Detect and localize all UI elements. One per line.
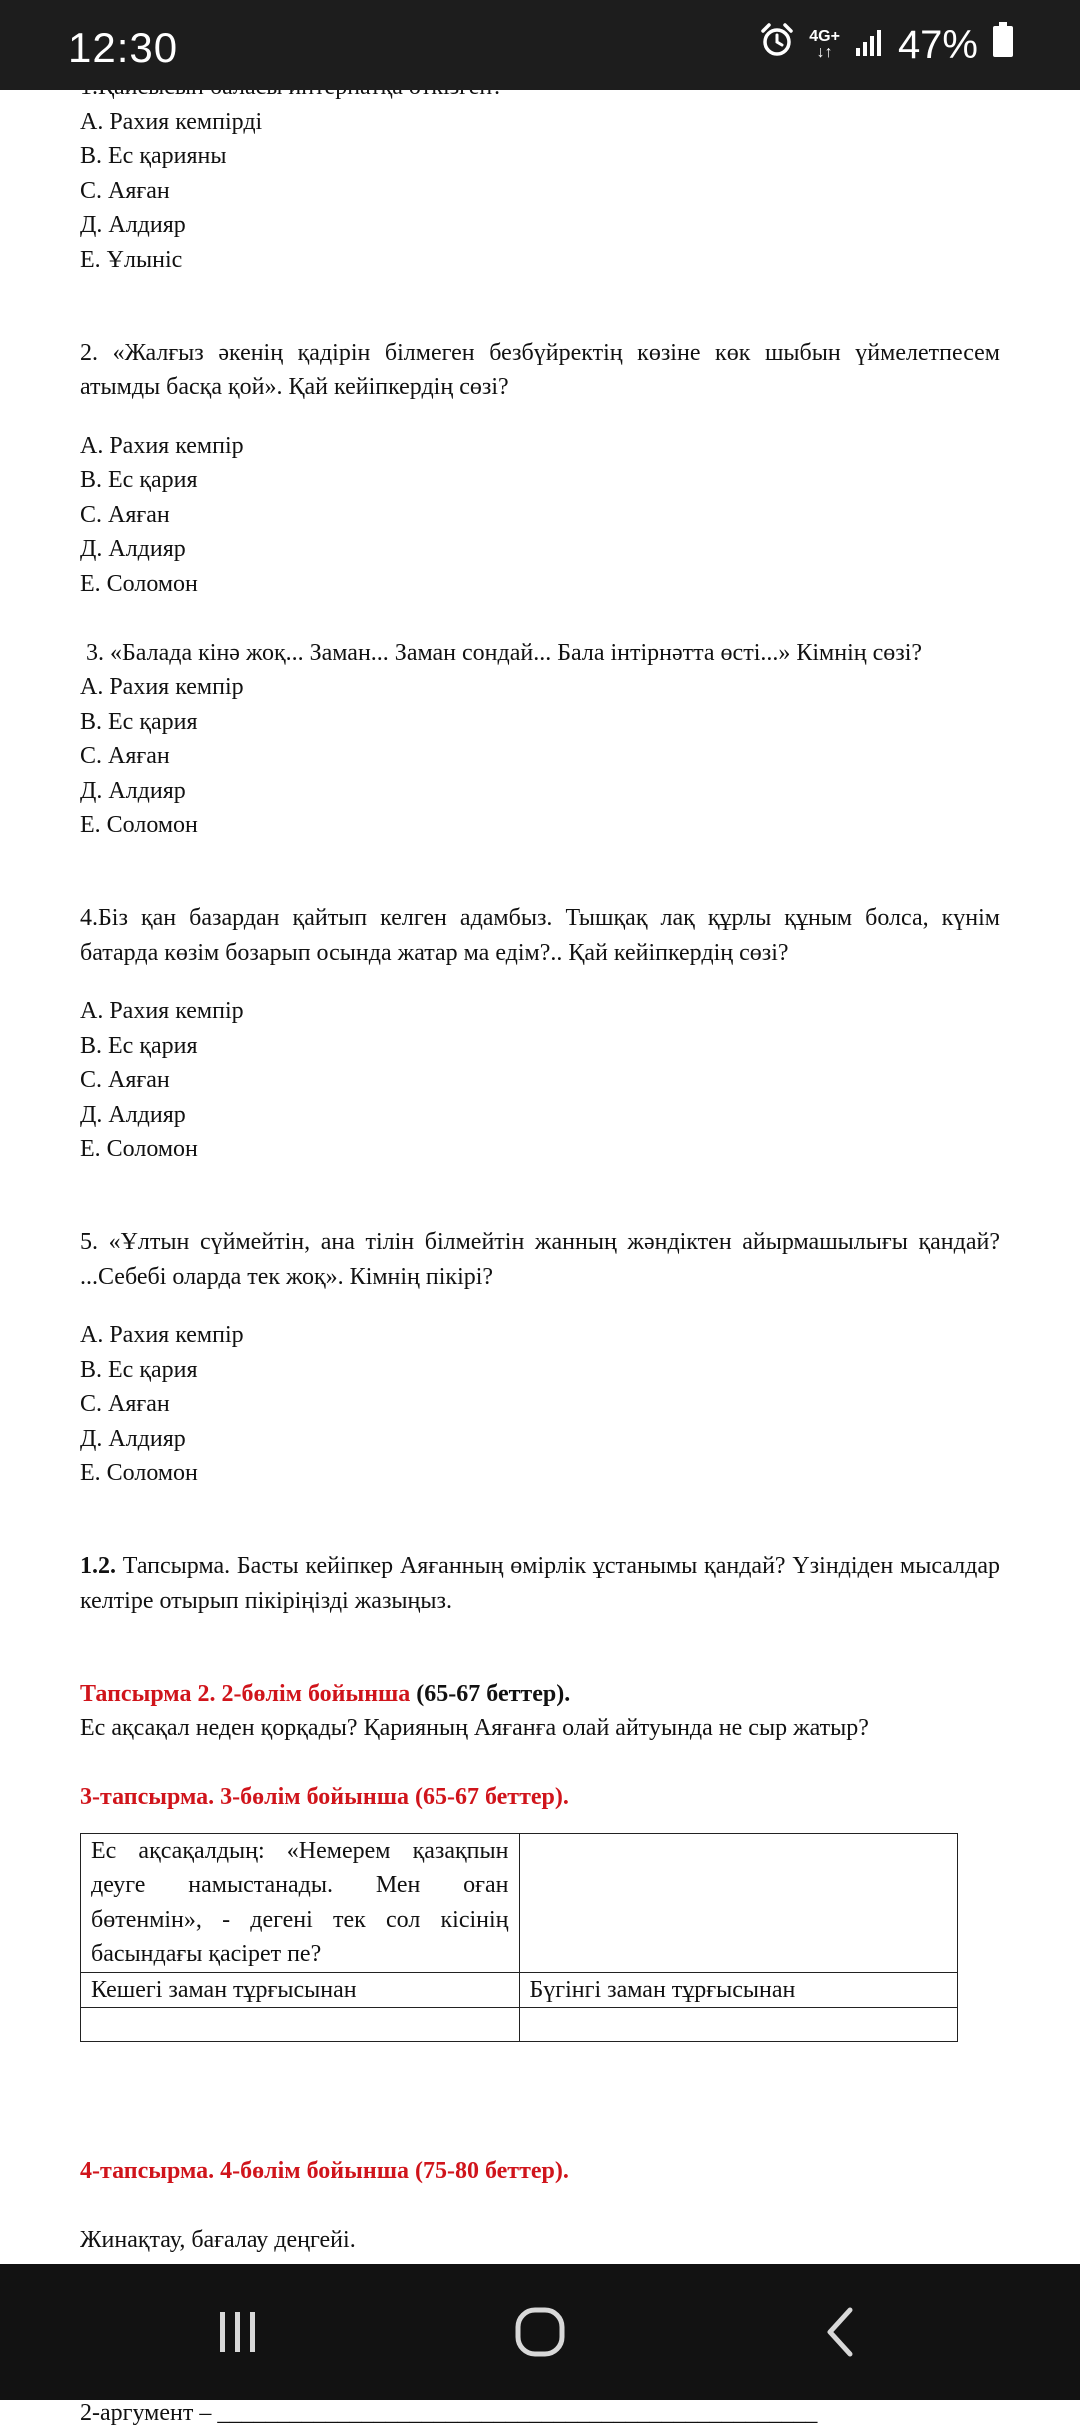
table-row xyxy=(81,1833,958,1972)
q2-option-e: Е. Соломон xyxy=(80,567,1000,602)
task-4-arg2: 2-аргумент – __________________________________________________ xyxy=(80,2396,1000,2430)
q2-option-b: В. Ес қария xyxy=(80,463,1000,498)
q3-option-e: Е. Соломон xyxy=(80,808,1000,843)
recents-icon xyxy=(208,2302,268,2362)
back-button[interactable] xyxy=(802,2292,882,2372)
q2-option-d: Д. Алдияр xyxy=(80,532,1000,567)
q1-option-a: А. Рахия кемпірді xyxy=(80,105,1000,140)
table-header-today: Бүгінгі заман тұрғысынан xyxy=(519,1972,958,2008)
network-indicator xyxy=(809,29,840,61)
task-4-level: Жинақтау, бағалау деңгейі. xyxy=(80,2223,1000,2258)
task-1-2 xyxy=(80,1549,1000,1618)
q2-option-a: А. Рахия кемпір xyxy=(80,429,1000,464)
signal-icon xyxy=(854,23,884,68)
task-2-title xyxy=(80,1677,1000,1712)
q4-option-a: А. Рахия кемпір xyxy=(80,994,1000,1029)
network-type: 4G+ xyxy=(809,29,840,45)
status-time: 12:30 xyxy=(68,24,178,72)
status-icons xyxy=(759,22,1014,68)
task-3-table xyxy=(80,1833,958,2043)
q4-option-d: Д. Алдияр xyxy=(80,1098,1000,1133)
q5-option-e: Е. Соломон xyxy=(80,1456,1000,1491)
q5-option-a: А. Рахия кемпір xyxy=(80,1318,1000,1353)
task-2-title-red: Тапсырма 2. 2-бөлім бойынша xyxy=(80,1681,410,1707)
task-2-title-pages: (65-67 беттер). xyxy=(410,1681,570,1707)
table-header-past: Кешегі заман тұрғысынан xyxy=(81,1972,520,2008)
battery-icon xyxy=(992,22,1014,68)
task-2-text: Ес ақсақал неден қорқады? Қарияның Аяғанға олай айтуында не сыр жатыр? xyxy=(80,1711,1000,1746)
table-row xyxy=(81,2008,958,2042)
home-icon xyxy=(510,2302,570,2362)
q3-option-a: А. Рахия кемпір xyxy=(80,670,1000,705)
back-icon xyxy=(812,2302,872,2362)
q4-option-c: С. Аяған xyxy=(80,1063,1000,1098)
q3-question: 3. «Балада кінә жоқ... Заман... Заман сондай... Бала інтірнәтта өсті...» Кімнің сөзі? xyxy=(80,636,1000,671)
document-viewport[interactable] xyxy=(0,90,1080,2264)
recents-button[interactable] xyxy=(198,2292,278,2372)
q1-option-d: Д. Алдияр xyxy=(80,208,1000,243)
network-arrows: ↓↑ xyxy=(817,45,833,61)
q5-option-c: С. Аяған xyxy=(80,1387,1000,1422)
task-1-2-text: Тапсырма. Басты кейіпкер Аяғанның өмірлік ұстанымы қандай? Үзіндіден мысалдар келтіре отырып пікіріңізді жазыңыз. xyxy=(80,1553,1006,1614)
table-cell-empty xyxy=(519,1833,958,1972)
alarm-icon xyxy=(759,22,795,68)
q2-question: 2. «Жалғыз әкенің қадірін білмеген безбүйректің көзіне көк шыбын үймелетпесем атымды басқа қой». Қай кейіпкердің сөзі? xyxy=(80,336,1000,405)
q5-option-b: В. Ес қария xyxy=(80,1353,1000,1388)
task-1-2-label: 1.2. xyxy=(80,1553,116,1579)
q4-question: 4.Біз қан базардан қайтып келген адамбыз. Тышқақ лақ құрлы құным болса, күнім батарда көзім бозарып осында жатар ма едім?.. Қай кейіпкердің сөзі? xyxy=(80,901,1000,970)
task-3-title: 3-тапсырма. 3-бөлім бойынша (65-67 беттер). xyxy=(80,1780,1000,1815)
table-row xyxy=(81,1972,958,2008)
q3-option-d: Д. Алдияр xyxy=(80,774,1000,809)
q3-option-b: В. Ес қария xyxy=(80,705,1000,740)
table-cell-empty xyxy=(519,2008,958,2042)
table-cell-question: Ес ақсақалдың: «Немерем қазақпын деуге намыстанады. Мен оған бөтенмін», - дегені тек сол кісінің басындағы қасірет пе? xyxy=(81,1833,520,1972)
home-button[interactable] xyxy=(500,2292,580,2372)
q5-option-d: Д. Алдияр xyxy=(80,1422,1000,1457)
q1-option-e: Е. Ұлыніс xyxy=(80,243,1000,278)
document-page xyxy=(80,70,1000,2430)
q2-option-c: С. Аяған xyxy=(80,498,1000,533)
battery-percent: 47% xyxy=(898,23,978,68)
status-bar xyxy=(0,0,1080,90)
q3-option-c: С. Аяған xyxy=(80,739,1000,774)
navigation-bar xyxy=(0,2264,1080,2400)
q1-option-c: С. Аяған xyxy=(80,174,1000,209)
q1-option-b: В. Ес қарияны xyxy=(80,139,1000,174)
q4-option-e: Е. Соломон xyxy=(80,1132,1000,1167)
q4-option-b: В. Ес қария xyxy=(80,1029,1000,1064)
q5-question: 5. «Ұлтын сүймейтін, ана тілін білмейтін жанның жәндіктен айырмашылығы қандай? ...Себебі оларда тек жоқ». Кімнің пікірі? xyxy=(80,1225,1000,1294)
table-cell-empty xyxy=(81,2008,520,2042)
task-4-title: 4-тапсырма. 4-бөлім бойынша (75-80 беттер). xyxy=(80,2154,1000,2189)
